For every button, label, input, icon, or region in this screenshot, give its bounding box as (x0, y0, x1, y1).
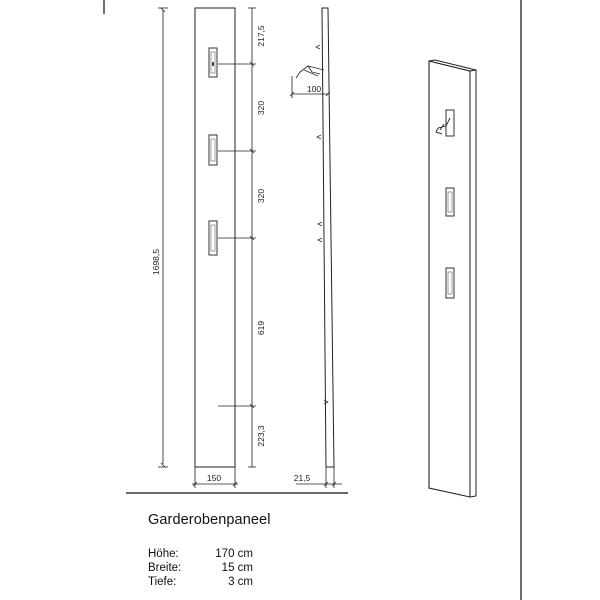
spec-depth-value: 3 cm (228, 576, 253, 588)
dim-width: 150 (206, 473, 222, 483)
product-title: Garderobenpaneel (148, 512, 271, 528)
front-view (151, 8, 266, 488)
spec-depth-label: Tiefe: (148, 576, 177, 588)
spec-height-label: Höhe: (148, 548, 179, 560)
spec-list (148, 548, 448, 589)
dim-top-offset: 217,5 (256, 25, 266, 47)
spec-height-value: 170 cm (215, 548, 253, 560)
dim-lower-gap: 619 (256, 320, 266, 336)
dim-bottom-offset: 223,3 (256, 425, 266, 447)
side-hook (296, 66, 324, 78)
perspective-view (429, 60, 476, 497)
panel-3d-front (429, 61, 470, 497)
side-view (290, 8, 342, 488)
dim-depth: 21,5 (293, 473, 311, 483)
product-caption (148, 512, 448, 589)
dim-total-height: 1698,5 (151, 249, 161, 275)
dim-spacing-2: 320 (256, 188, 266, 204)
panel-3d-side (470, 70, 476, 497)
dim-hook-projection: 100 (306, 84, 322, 94)
dim-spacing-1: 320 (256, 100, 266, 116)
panel-side-outline (322, 8, 334, 467)
spec-width-label: Breite: (148, 562, 182, 574)
spec-width-value: 15 cm (221, 562, 253, 574)
